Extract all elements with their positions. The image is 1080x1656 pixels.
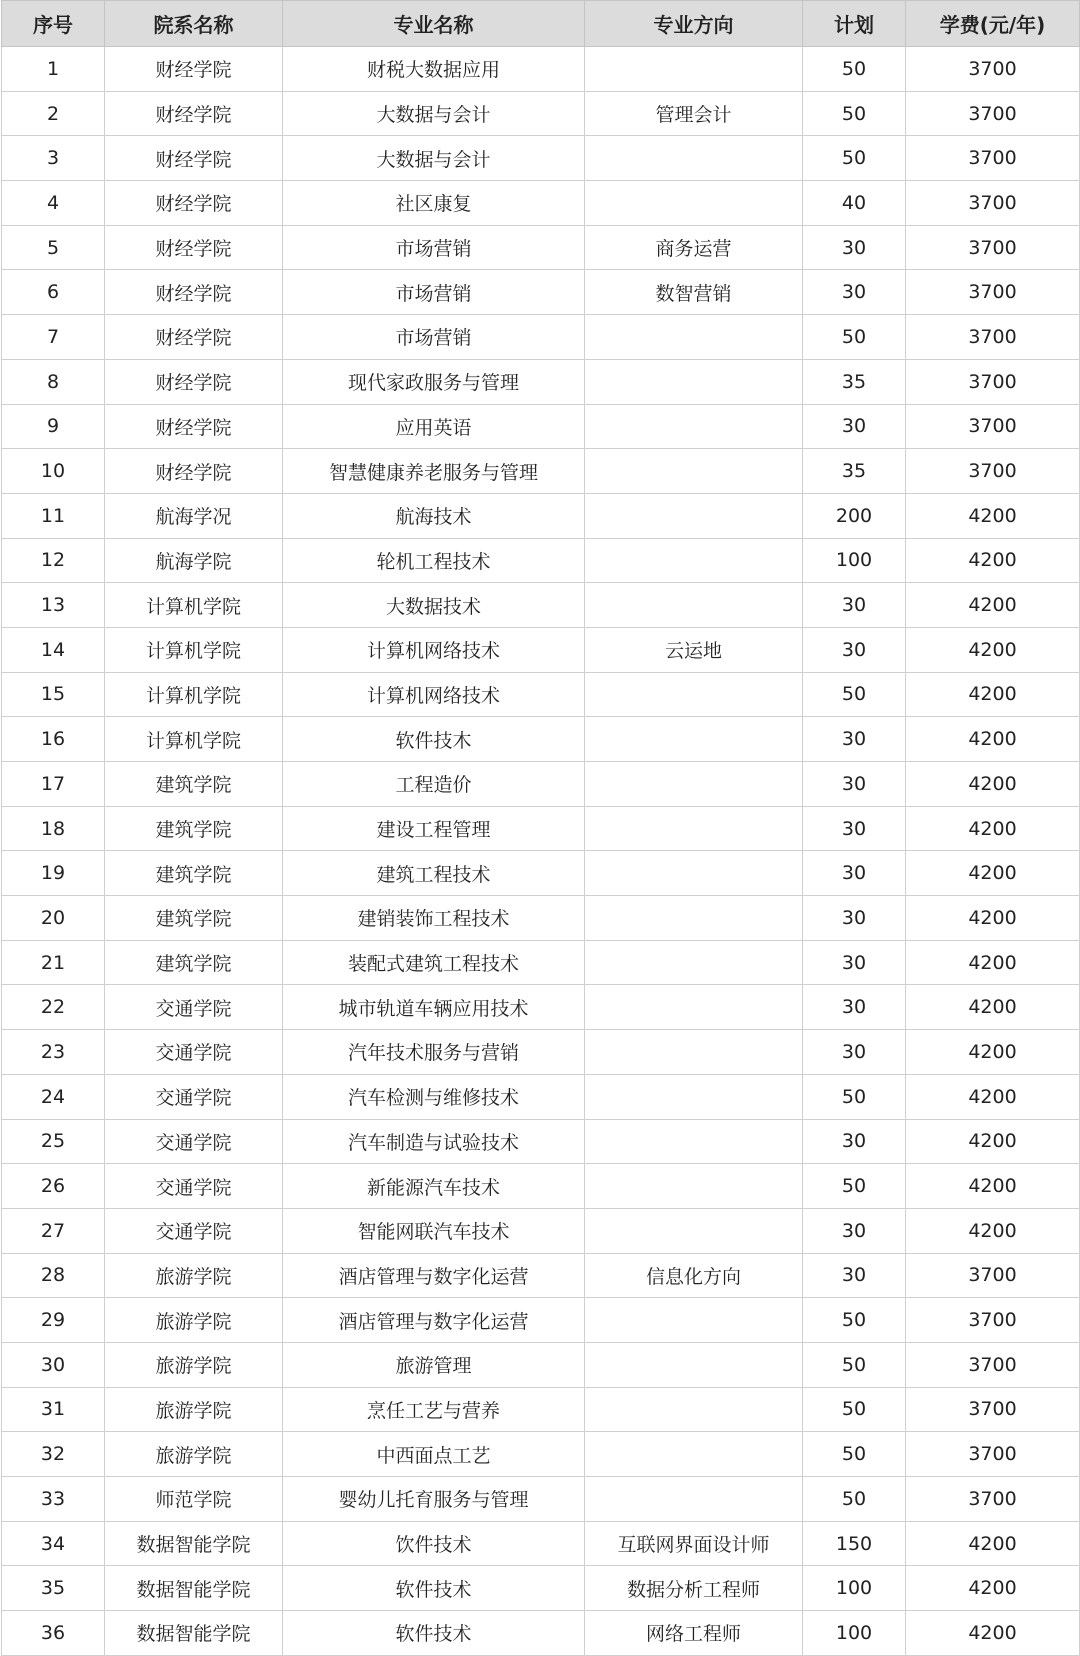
cell-index: 8 bbox=[2, 359, 105, 404]
cell-tuition: 3700 bbox=[906, 225, 1080, 270]
cell-plan: 30 bbox=[803, 762, 906, 807]
table-row bbox=[2, 985, 1080, 1030]
cell-direction: 云运地 bbox=[585, 627, 803, 672]
cell-direction: 网络工程师 bbox=[585, 1611, 803, 1656]
cell-tuition: 4200 bbox=[906, 940, 1080, 985]
cell-direction bbox=[585, 1164, 803, 1209]
cell-department: 计算机学院 bbox=[105, 583, 283, 628]
cell-direction bbox=[585, 940, 803, 985]
cell-department: 旅游学院 bbox=[105, 1387, 283, 1432]
cell-department: 财经学院 bbox=[105, 315, 283, 360]
cell-department: 财经学院 bbox=[105, 449, 283, 494]
cell-major: 中西面点工艺 bbox=[283, 1432, 585, 1477]
table-row bbox=[2, 1521, 1080, 1566]
cell-direction bbox=[585, 1432, 803, 1477]
cell-plan: 35 bbox=[803, 449, 906, 494]
cell-tuition: 4200 bbox=[906, 762, 1080, 807]
table-row bbox=[2, 493, 1080, 538]
cell-direction: 商务运营 bbox=[585, 225, 803, 270]
table-row bbox=[2, 1208, 1080, 1253]
cell-tuition: 4200 bbox=[906, 717, 1080, 762]
cell-tuition: 4200 bbox=[906, 627, 1080, 672]
cell-plan: 50 bbox=[803, 91, 906, 136]
cell-index: 32 bbox=[2, 1432, 105, 1477]
header-tuition: 学费(元/年) bbox=[906, 1, 1080, 47]
cell-tuition: 3700 bbox=[906, 47, 1080, 92]
cell-major: 大数据与会计 bbox=[283, 136, 585, 181]
cell-index: 33 bbox=[2, 1477, 105, 1522]
cell-direction bbox=[585, 806, 803, 851]
cell-tuition: 4200 bbox=[906, 1074, 1080, 1119]
cell-department: 交通学院 bbox=[105, 1164, 283, 1209]
cell-department: 交通学院 bbox=[105, 1030, 283, 1075]
cell-direction bbox=[585, 583, 803, 628]
cell-department: 计算机学院 bbox=[105, 627, 283, 672]
cell-major: 大数据与会计 bbox=[283, 91, 585, 136]
enrollment-plan-table bbox=[1, 0, 1080, 1656]
cell-direction: 互联网界面设计师 bbox=[585, 1521, 803, 1566]
cell-tuition: 4200 bbox=[906, 583, 1080, 628]
cell-direction: 信息化方向 bbox=[585, 1253, 803, 1298]
cell-direction bbox=[585, 538, 803, 583]
cell-plan: 50 bbox=[803, 1342, 906, 1387]
cell-direction bbox=[585, 136, 803, 181]
table-body bbox=[2, 47, 1080, 1656]
table-row bbox=[2, 136, 1080, 181]
cell-plan: 150 bbox=[803, 1521, 906, 1566]
cell-plan: 30 bbox=[803, 1030, 906, 1075]
cell-major: 婴幼儿托育服务与管理 bbox=[283, 1477, 585, 1522]
cell-plan: 50 bbox=[803, 47, 906, 92]
cell-major: 汽年技术服务与营销 bbox=[283, 1030, 585, 1075]
cell-department: 建筑学院 bbox=[105, 851, 283, 896]
cell-plan: 50 bbox=[803, 1298, 906, 1343]
cell-major: 建设工程管理 bbox=[283, 806, 585, 851]
cell-major: 智能网联汽车技术 bbox=[283, 1208, 585, 1253]
cell-major: 汽车制造与试验技术 bbox=[283, 1119, 585, 1164]
cell-tuition: 4200 bbox=[906, 1521, 1080, 1566]
cell-index: 7 bbox=[2, 315, 105, 360]
cell-direction: 数智营销 bbox=[585, 270, 803, 315]
cell-index: 10 bbox=[2, 449, 105, 494]
cell-department: 计算机学院 bbox=[105, 717, 283, 762]
cell-plan: 30 bbox=[803, 851, 906, 896]
cell-department: 师范学院 bbox=[105, 1477, 283, 1522]
cell-department: 财经学院 bbox=[105, 181, 283, 226]
cell-index: 15 bbox=[2, 672, 105, 717]
cell-index: 2 bbox=[2, 91, 105, 136]
cell-plan: 30 bbox=[803, 1119, 906, 1164]
cell-index: 6 bbox=[2, 270, 105, 315]
cell-direction bbox=[585, 717, 803, 762]
cell-major: 财税大数据应用 bbox=[283, 47, 585, 92]
cell-major: 城市轨道车辆应用技术 bbox=[283, 985, 585, 1030]
cell-plan: 30 bbox=[803, 627, 906, 672]
cell-direction bbox=[585, 315, 803, 360]
cell-tuition: 4200 bbox=[906, 1566, 1080, 1611]
table-row bbox=[2, 315, 1080, 360]
table-row bbox=[2, 47, 1080, 92]
cell-direction bbox=[585, 1477, 803, 1522]
cell-department: 旅游学院 bbox=[105, 1342, 283, 1387]
cell-major: 社区康复 bbox=[283, 181, 585, 226]
cell-major: 软件技术 bbox=[283, 1566, 585, 1611]
cell-department: 交通学院 bbox=[105, 985, 283, 1030]
cell-department: 财经学院 bbox=[105, 270, 283, 315]
cell-department: 数据智能学院 bbox=[105, 1566, 283, 1611]
cell-department: 建筑学院 bbox=[105, 896, 283, 941]
cell-department: 交通学院 bbox=[105, 1119, 283, 1164]
cell-major: 应用英语 bbox=[283, 404, 585, 449]
cell-index: 13 bbox=[2, 583, 105, 628]
header-major: 专业名称 bbox=[283, 1, 585, 47]
cell-major: 酒店管理与数字化运营 bbox=[283, 1298, 585, 1343]
cell-tuition: 3700 bbox=[906, 1253, 1080, 1298]
cell-plan: 30 bbox=[803, 270, 906, 315]
cell-direction bbox=[585, 851, 803, 896]
cell-direction bbox=[585, 762, 803, 807]
cell-index: 31 bbox=[2, 1387, 105, 1432]
cell-index: 14 bbox=[2, 627, 105, 672]
table-row bbox=[2, 404, 1080, 449]
cell-tuition: 4200 bbox=[906, 1208, 1080, 1253]
cell-index: 19 bbox=[2, 851, 105, 896]
cell-major: 旅游管理 bbox=[283, 1342, 585, 1387]
cell-plan: 30 bbox=[803, 583, 906, 628]
cell-index: 36 bbox=[2, 1611, 105, 1656]
table-row bbox=[2, 449, 1080, 494]
header-index: 序号 bbox=[2, 1, 105, 47]
header-direction: 专业方向 bbox=[585, 1, 803, 47]
cell-department: 计算机学院 bbox=[105, 672, 283, 717]
cell-plan: 100 bbox=[803, 538, 906, 583]
cell-plan: 30 bbox=[803, 1208, 906, 1253]
cell-major: 软件技术 bbox=[283, 1611, 585, 1656]
cell-major: 烹任工艺与营养 bbox=[283, 1387, 585, 1432]
cell-index: 16 bbox=[2, 717, 105, 762]
cell-direction bbox=[585, 404, 803, 449]
cell-major: 装配式建筑工程技术 bbox=[283, 940, 585, 985]
cell-index: 29 bbox=[2, 1298, 105, 1343]
table-row bbox=[2, 359, 1080, 404]
cell-tuition: 3700 bbox=[906, 315, 1080, 360]
table-row bbox=[2, 806, 1080, 851]
cell-major: 建销装饰工程技术 bbox=[283, 896, 585, 941]
cell-major: 市场营销 bbox=[283, 315, 585, 360]
table-row bbox=[2, 1611, 1080, 1656]
table-header-row bbox=[2, 1, 1080, 47]
table-row bbox=[2, 940, 1080, 985]
cell-index: 11 bbox=[2, 493, 105, 538]
cell-index: 23 bbox=[2, 1030, 105, 1075]
cell-major: 计算机网络技术 bbox=[283, 627, 585, 672]
cell-index: 28 bbox=[2, 1253, 105, 1298]
cell-major: 酒店管理与数字化运营 bbox=[283, 1253, 585, 1298]
cell-tuition: 3700 bbox=[906, 1298, 1080, 1343]
header-department: 院系名称 bbox=[105, 1, 283, 47]
cell-plan: 50 bbox=[803, 1477, 906, 1522]
cell-plan: 100 bbox=[803, 1566, 906, 1611]
table-row bbox=[2, 1387, 1080, 1432]
cell-index: 34 bbox=[2, 1521, 105, 1566]
cell-tuition: 4200 bbox=[906, 538, 1080, 583]
cell-plan: 50 bbox=[803, 315, 906, 360]
cell-major: 现代家政服务与管理 bbox=[283, 359, 585, 404]
cell-direction bbox=[585, 359, 803, 404]
table-row bbox=[2, 1477, 1080, 1522]
cell-index: 21 bbox=[2, 940, 105, 985]
cell-index: 35 bbox=[2, 1566, 105, 1611]
cell-tuition: 3700 bbox=[906, 359, 1080, 404]
cell-plan: 40 bbox=[803, 181, 906, 226]
cell-department: 航海学况 bbox=[105, 493, 283, 538]
cell-department: 财经学院 bbox=[105, 359, 283, 404]
cell-direction bbox=[585, 47, 803, 92]
cell-department: 财经学院 bbox=[105, 404, 283, 449]
table-row bbox=[2, 538, 1080, 583]
cell-direction bbox=[585, 181, 803, 226]
cell-tuition: 4200 bbox=[906, 851, 1080, 896]
cell-index: 25 bbox=[2, 1119, 105, 1164]
cell-major: 航海技术 bbox=[283, 493, 585, 538]
cell-plan: 35 bbox=[803, 359, 906, 404]
cell-tuition: 4200 bbox=[906, 1611, 1080, 1656]
cell-plan: 30 bbox=[803, 717, 906, 762]
cell-tuition: 4200 bbox=[906, 806, 1080, 851]
cell-tuition: 3700 bbox=[906, 1387, 1080, 1432]
cell-major: 软件技木 bbox=[283, 717, 585, 762]
cell-major: 大数据技术 bbox=[283, 583, 585, 628]
table-row bbox=[2, 1566, 1080, 1611]
table-row bbox=[2, 1432, 1080, 1477]
table-row bbox=[2, 270, 1080, 315]
table-row bbox=[2, 181, 1080, 226]
cell-direction bbox=[585, 1074, 803, 1119]
cell-major: 计算机网络技术 bbox=[283, 672, 585, 717]
cell-direction bbox=[585, 493, 803, 538]
cell-tuition: 3700 bbox=[906, 1477, 1080, 1522]
cell-direction: 数据分析工程师 bbox=[585, 1566, 803, 1611]
cell-major: 工程造价 bbox=[283, 762, 585, 807]
cell-plan: 30 bbox=[803, 1253, 906, 1298]
table-row bbox=[2, 1074, 1080, 1119]
cell-plan: 50 bbox=[803, 136, 906, 181]
cell-index: 3 bbox=[2, 136, 105, 181]
cell-major: 建筑工程技术 bbox=[283, 851, 585, 896]
cell-plan: 30 bbox=[803, 896, 906, 941]
cell-tuition: 3700 bbox=[906, 449, 1080, 494]
cell-department: 旅游学院 bbox=[105, 1298, 283, 1343]
cell-plan: 50 bbox=[803, 1074, 906, 1119]
cell-index: 12 bbox=[2, 538, 105, 583]
cell-direction bbox=[585, 672, 803, 717]
cell-index: 22 bbox=[2, 985, 105, 1030]
table-row bbox=[2, 851, 1080, 896]
cell-tuition: 3700 bbox=[906, 270, 1080, 315]
table-row bbox=[2, 1253, 1080, 1298]
cell-plan: 30 bbox=[803, 985, 906, 1030]
cell-major: 新能源汽车技术 bbox=[283, 1164, 585, 1209]
cell-plan: 30 bbox=[803, 404, 906, 449]
cell-major: 轮机工程技术 bbox=[283, 538, 585, 583]
cell-index: 9 bbox=[2, 404, 105, 449]
cell-department: 财经学院 bbox=[105, 136, 283, 181]
table-row bbox=[2, 672, 1080, 717]
cell-plan: 30 bbox=[803, 806, 906, 851]
cell-index: 27 bbox=[2, 1208, 105, 1253]
cell-plan: 200 bbox=[803, 493, 906, 538]
cell-major: 汽车检测与维修技术 bbox=[283, 1074, 585, 1119]
cell-department: 数据智能学院 bbox=[105, 1611, 283, 1656]
cell-index: 5 bbox=[2, 225, 105, 270]
cell-index: 26 bbox=[2, 1164, 105, 1209]
cell-index: 20 bbox=[2, 896, 105, 941]
cell-direction: 管理会计 bbox=[585, 91, 803, 136]
cell-tuition: 4200 bbox=[906, 672, 1080, 717]
cell-direction bbox=[585, 1298, 803, 1343]
cell-index: 24 bbox=[2, 1074, 105, 1119]
table-row bbox=[2, 1164, 1080, 1209]
cell-department: 航海学院 bbox=[105, 538, 283, 583]
cell-plan: 50 bbox=[803, 1164, 906, 1209]
table-row bbox=[2, 717, 1080, 762]
cell-major: 饮件技术 bbox=[283, 1521, 585, 1566]
header-plan: 计划 bbox=[803, 1, 906, 47]
cell-department: 数据智能学院 bbox=[105, 1521, 283, 1566]
cell-department: 建筑学院 bbox=[105, 762, 283, 807]
cell-tuition: 3700 bbox=[906, 404, 1080, 449]
cell-tuition: 3700 bbox=[906, 91, 1080, 136]
table-row bbox=[2, 1119, 1080, 1164]
cell-tuition: 4200 bbox=[906, 896, 1080, 941]
cell-plan: 30 bbox=[803, 225, 906, 270]
cell-department: 财经学院 bbox=[105, 47, 283, 92]
cell-tuition: 4200 bbox=[906, 1119, 1080, 1164]
cell-index: 4 bbox=[2, 181, 105, 226]
cell-index: 18 bbox=[2, 806, 105, 851]
cell-direction bbox=[585, 1208, 803, 1253]
table-row bbox=[2, 762, 1080, 807]
cell-department: 交通学院 bbox=[105, 1208, 283, 1253]
table-row bbox=[2, 1030, 1080, 1075]
cell-index: 1 bbox=[2, 47, 105, 92]
cell-plan: 50 bbox=[803, 672, 906, 717]
cell-index: 17 bbox=[2, 762, 105, 807]
cell-major: 市场营销 bbox=[283, 270, 585, 315]
cell-direction bbox=[585, 1030, 803, 1075]
table-row bbox=[2, 627, 1080, 672]
cell-plan: 50 bbox=[803, 1387, 906, 1432]
cell-tuition: 3700 bbox=[906, 1432, 1080, 1477]
cell-tuition: 4200 bbox=[906, 1164, 1080, 1209]
table-row bbox=[2, 896, 1080, 941]
cell-department: 旅游学院 bbox=[105, 1432, 283, 1477]
cell-direction bbox=[585, 1119, 803, 1164]
table-row bbox=[2, 91, 1080, 136]
cell-tuition: 3700 bbox=[906, 136, 1080, 181]
cell-major: 智慧健康养老服务与管理 bbox=[283, 449, 585, 494]
table-row bbox=[2, 583, 1080, 628]
cell-direction bbox=[585, 1342, 803, 1387]
cell-tuition: 4200 bbox=[906, 985, 1080, 1030]
table-row bbox=[2, 1298, 1080, 1343]
cell-tuition: 4200 bbox=[906, 1030, 1080, 1075]
cell-direction bbox=[585, 449, 803, 494]
cell-major: 市场营销 bbox=[283, 225, 585, 270]
cell-department: 建筑学院 bbox=[105, 806, 283, 851]
cell-direction bbox=[585, 1387, 803, 1432]
table-row bbox=[2, 225, 1080, 270]
cell-department: 旅游学院 bbox=[105, 1253, 283, 1298]
cell-direction bbox=[585, 985, 803, 1030]
cell-plan: 30 bbox=[803, 940, 906, 985]
cell-direction bbox=[585, 896, 803, 941]
cell-department: 建筑学院 bbox=[105, 940, 283, 985]
cell-plan: 50 bbox=[803, 1432, 906, 1477]
table-row bbox=[2, 1342, 1080, 1387]
cell-tuition: 3700 bbox=[906, 1342, 1080, 1387]
cell-plan: 100 bbox=[803, 1611, 906, 1656]
cell-index: 30 bbox=[2, 1342, 105, 1387]
cell-tuition: 3700 bbox=[906, 181, 1080, 226]
cell-department: 财经学院 bbox=[105, 225, 283, 270]
cell-department: 财经学院 bbox=[105, 91, 283, 136]
cell-tuition: 4200 bbox=[906, 493, 1080, 538]
cell-department: 交通学院 bbox=[105, 1074, 283, 1119]
